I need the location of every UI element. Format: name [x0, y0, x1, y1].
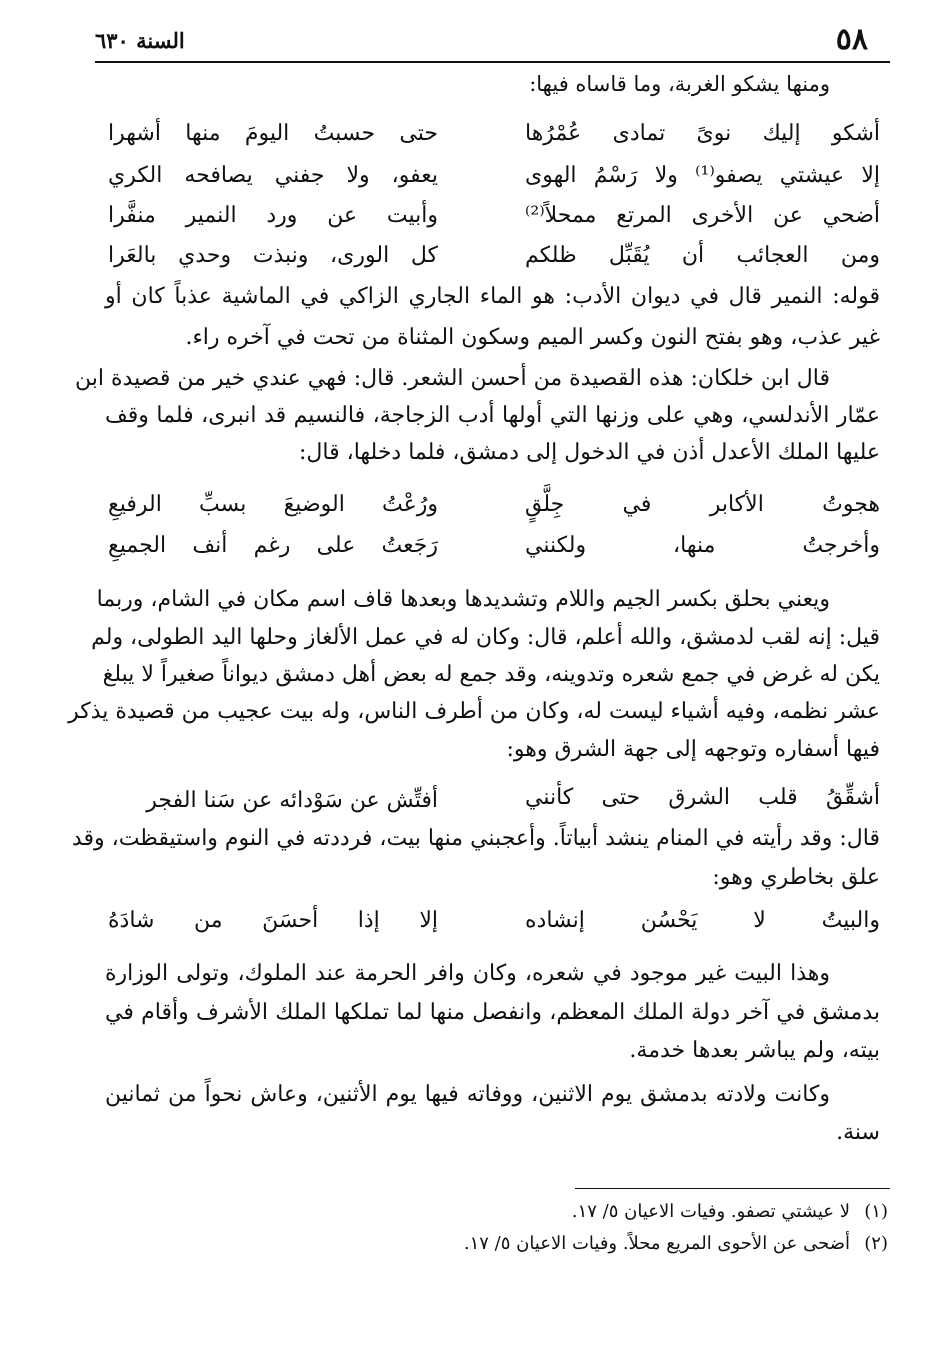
- footnote: [572, 1201, 888, 1222]
- verse-second-hemistich: كل الورى، ونبذت وحدي بالعَرا: [108, 243, 438, 268]
- body-text-line: بيته، ولم يباشر بعدها خدمة.: [629, 1038, 880, 1063]
- verse-first-hemistich: ومن العجائب أن يُقَبِّل ظلكم: [525, 243, 880, 268]
- verse-first-hemistich: أضحي عن الأخرى المرتع ممحلاً⁽²⁾: [525, 203, 880, 228]
- body-text-line: يكن له غرض في جمع شعره وتدوينه، وقد جمع له بعض أهل دمشق ديواناً صغيراً لا يبلغ: [102, 662, 880, 687]
- footnote-text: أضحى عن الأحوى المريع محلاً. وفيات الاعيان ٥/ ١٧.: [463, 1233, 850, 1254]
- footnote-number: (٢): [864, 1233, 888, 1254]
- page-number: ٥٨: [835, 22, 868, 57]
- verse-second-hemistich: إلا إذا أحسَنَ من شادَهُ: [108, 908, 438, 933]
- body-text-line: عليها الملك الأعدل أذن في الدخول إلى دمشق، فلما دخلها، قال:: [298, 440, 880, 465]
- body-text-line: وكانت ولادته بدمشق يوم الاثنين، ووفاته فيها يوم الأثنين، وعاش نحواً من ثمانين: [105, 1082, 830, 1107]
- body-text-line: عمّار الأندلسي، وهي على وزنها التي أولها أدب الزجاجة، فالنسيم قد انبرى، فلما وقف: [105, 403, 880, 428]
- verse-first-hemistich: أشقِّقُ قلب الشرق حتى كأنني: [525, 785, 880, 810]
- intro-line: ومنها يشكو الغربة، وما قاساه فيها:: [529, 72, 830, 96]
- body-text-line: قال: وقد رأيته في المنام ينشد أبياتاً. وأعجبني منها بيت، فرددته في النوم واستيقظت، وقد: [71, 826, 880, 851]
- body-text-line: قيل: إنه لقب لدمشق، والله أعلم، قال: وكان له في عمل الألغاز وحلها اليد الطولى، ولم: [91, 625, 880, 650]
- body-text-line: غير عذب، وهو بفتح النون وكسر الميم وسكون المثناة من تحت في آخره راء.: [185, 325, 880, 350]
- verse-first-hemistich: إلا عيشتي يصفو⁽¹⁾ ولا رَسْمُ الهوى: [525, 163, 880, 188]
- body-text-line: بدمشق في آخر دولة الملك المعظم، وانفصل منها لما تملكها الملك الأشرف وأقام في: [105, 1000, 880, 1025]
- page-header: [95, 22, 890, 58]
- verse-second-hemistich: يعفو، ولا جفني يصافحه الكري: [108, 163, 438, 188]
- header-rule: [95, 61, 890, 63]
- body-text-line: سنة.: [836, 1120, 880, 1145]
- verse-second-hemistich: ورُعْتُ الوضيعَ بسبِّ الرفيعِ: [108, 492, 438, 517]
- verse-first-hemistich: أشكو إليك نوىً تمادى عُمْرُها: [525, 121, 880, 146]
- verse-first-hemistich: هجوتُ الأكابر في جِلَّقٍ: [525, 492, 880, 517]
- footnote-text: لا عيشتي تصفو. وفيات الاعيان ٥/ ١٧.: [571, 1201, 850, 1222]
- verse-second-hemistich: وأبيت عن ورد النمير منفَّرا: [108, 203, 438, 228]
- year-heading: السنة ٦٣٠: [95, 28, 185, 53]
- body-text-line: عشر نظمه، وفيه أشياء ليست له، وكان من أطرف الناس، وله بيت عجيب من قصيدة يذكر: [68, 699, 880, 724]
- body-text-line: ويعني بحلق بكسر الجيم واللام وتشديدها وبعدها قاف اسم مكان في الشام، وربما: [96, 587, 830, 612]
- body-text-line: فيها أسفاره وتوجهه إلى جهة الشرق وهو:: [506, 737, 880, 762]
- verse-first-hemistich: والبيتُ لا يَحْسُن إنشاده: [525, 908, 880, 933]
- footnote: [464, 1233, 888, 1254]
- verse-second-hemistich: حتى حسبتُ اليومَ منها أشهرا: [108, 121, 438, 146]
- verse-first-hemistich: وأخرجتُ منها، ولكنني: [525, 533, 880, 558]
- body-text-line: قوله: النمير قال في ديوان الأدب: هو الماء الجاري الزاكي في الماشية عذباً كان أو: [105, 284, 880, 309]
- body-text-line: وهذا البيت غير موجود في شعره، وكان وافر الحرمة عند الملوك، وتولى الوزارة: [105, 961, 830, 986]
- body-text-line: علق بخاطري وهو:: [712, 865, 880, 890]
- verse-second-hemistich: أفتِّش عن سَوْدائه عن سَنا الفجر: [146, 788, 438, 813]
- footnote-rule: [575, 1188, 890, 1189]
- verse-second-hemistich: رَجَعتُ على رغم أنف الجميعِ: [108, 533, 438, 558]
- footnote-number: (١): [864, 1201, 888, 1222]
- body-text-line: قال ابن خلكان: هذه القصيدة من أحسن الشعر. قال: فهي عندي خير من قصيدة ابن: [75, 366, 830, 391]
